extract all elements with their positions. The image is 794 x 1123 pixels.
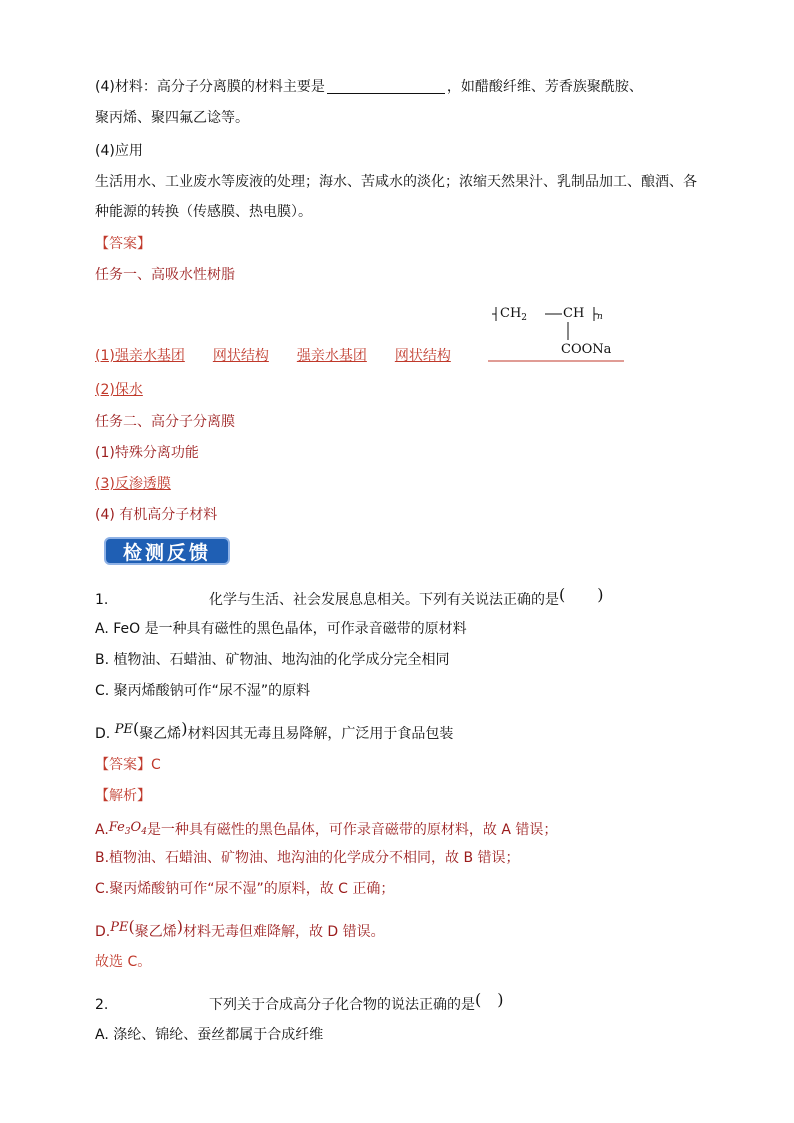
answer-blank-3: 强亲水基团 [296,348,367,364]
exp-a-sub2: 4 [141,827,147,837]
q1-d-text: 材料因其无毒且易降解，广泛用于食品包装 [187,726,454,742]
material-text: (4)材料：高分子分离膜的材料主要是 [95,79,325,95]
exp-d-pe: PE [110,920,129,935]
task2-title: 任务二、高分子分离膜 [95,414,235,430]
q2-number: 2. [95,997,109,1013]
answer-blank-2: 网状结构 [212,348,269,364]
exp-a-o: O [130,820,142,835]
application-line-2: 种能源的转换（传感膜、热电膜）。 [95,204,312,220]
q1-number: 1. [95,592,109,608]
section-badge: 检测反馈 [104,537,230,565]
material-line-2: 聚丙烯、聚四氟乙谂等。 [95,110,249,126]
answer-heading: 【答案】 [95,236,151,252]
q1-text: 化学与生活、社会发展息息相关。下列有关说法正确的是 [209,592,559,608]
application-line-1: 生活用水、工业废水等废液的处理；海水、苦咸水的淡化；浓缩天然果汁、乳制品加工、酿酒、各 [95,174,697,190]
q1-option-a: A. FeO 是一种具有磁性的黑色晶体，可作录音磁带的原材料 [95,621,467,637]
q1-answer-label: 【答案】 [95,757,151,773]
q1-answer-value: C [151,757,161,773]
exp-d-polyethylene: 聚乙烯 [134,924,177,940]
q1-explanation-c: C.聚丙烯酸钠可作“尿不湿”的原料，故 C 正确； [95,881,395,897]
exp-a-label: A. [95,822,109,838]
exp-d-label: D. [95,924,111,940]
q1-analysis-label: 【解析】 [95,788,151,804]
application-heading: (4)应用 [95,143,143,159]
q1-option-c: C. 聚丙烯酸钠可作“尿不湿”的原料 [95,683,311,699]
q2-stem [95,990,504,1015]
q1-explanation-b: B.植物油、石蜡油、矿物油、地沟油的化学成分不相同，故 B 错误； [95,850,520,866]
answer-item-3: (3)反渗透膜 [95,476,171,492]
answer-item-4: (4) 有机高分子材料 [95,507,218,523]
formula-n: n [597,312,603,322]
formula-ch: CH [563,306,585,321]
q1-explanation-a [95,818,557,842]
q1-conclusion: 故选 C。 [95,954,152,970]
task1-title: 任务一、高吸水性树脂 [95,267,235,283]
answer-item-1b: (1)特殊分离功能 [95,445,199,461]
q2-option-a: A. 涤纶、锦纶、蚕丝都属于合成纤维 [95,1027,324,1043]
exp-d-text: 材料无毒但难降解，故 D 错误。 [182,924,385,940]
q1-stem [95,585,604,610]
q1-paren: ( ) [559,585,604,604]
q2-text: 下列关于合成高分子化合物的说法正确的是 [209,997,475,1013]
answer-blank-1: (1)强亲水基团 [95,348,185,364]
answer-item-2: (2)保水 [95,382,143,398]
q1-d-pe: PE [114,722,133,737]
task1-answers [95,346,451,366]
q1-d-label: D. [95,726,115,742]
exp-a-sub1: 3 [124,827,131,837]
q1-answer [95,755,161,775]
q1-option-b: B. 植物油、石蜡油、矿物油、地沟油的化学成分完全相同 [95,652,450,668]
formula-ch2-text: CH [500,306,522,321]
exp-a-fe: Fe [108,820,125,835]
formula-ch2-sub: 2 [521,313,528,323]
formula-coona: COONa [561,342,612,357]
exp-a-text: 是一种具有磁性的黑色晶体，可作录音磁带的原材料，故 A 错误； [146,822,558,838]
q1-d-polyethylene: 聚乙烯 [139,726,182,742]
answer-blank-4: 网状结构 [394,348,451,364]
exp-a-formula [109,820,147,835]
q1-option-d: D. PE(聚乙烯)材料因其无毒且易降解，广泛用于食品包装 [95,719,454,742]
q2-paren: ( ) [475,990,504,1009]
fill-blank [327,79,445,94]
material-examples: ，如醋酸纤维、芳香族聚酰胺、 [446,79,643,95]
q1-explanation-d: D.PE(聚乙烯)材料无毒但难降解，故 D 错误。 [95,917,385,940]
formula-ch2 [500,306,527,323]
sodium-polyacrylate-formula [488,300,624,364]
material-line [95,77,643,97]
